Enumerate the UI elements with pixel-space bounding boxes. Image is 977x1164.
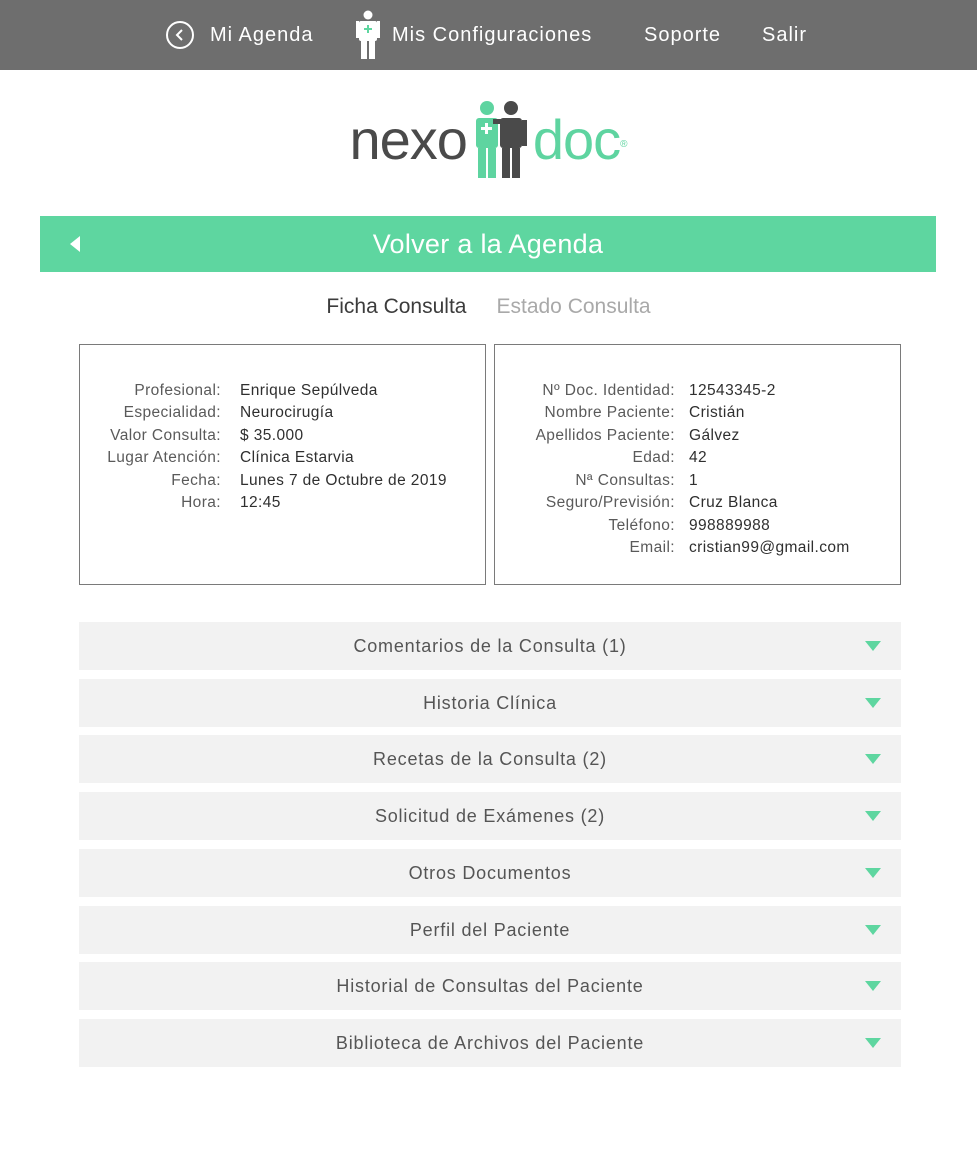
caret-down-icon	[865, 698, 881, 708]
info-label: Nª Consultas:	[575, 472, 675, 489]
caret-down-icon	[865, 811, 881, 821]
info-row	[495, 492, 900, 514]
info-row	[80, 380, 485, 402]
section-label: Comentarios de la Consulta (1)	[353, 635, 627, 656]
nav-salir[interactable]	[762, 0, 807, 70]
info-label: Profesional:	[134, 382, 221, 399]
consulta-tabs	[0, 295, 977, 325]
logo-people-icon	[471, 100, 529, 180]
section-recetas-consulta[interactable]	[79, 735, 901, 783]
section-label: Solicitud de Exámenes (2)	[374, 805, 606, 826]
section-perfil-paciente[interactable]	[79, 906, 901, 954]
consulta-info-card	[79, 344, 486, 585]
section-label: Perfil del Paciente	[409, 919, 571, 940]
paciente-info-card	[494, 344, 901, 585]
info-label: Fecha:	[171, 472, 221, 489]
info-row	[495, 470, 900, 492]
info-label: Lugar Atención:	[107, 449, 221, 466]
info-row	[80, 470, 485, 492]
back-circle-icon	[166, 21, 194, 49]
section-label: Historia Clínica	[423, 692, 557, 713]
caret-down-icon	[865, 925, 881, 935]
info-label: Hora:	[181, 494, 221, 511]
info-value: 12543345-2	[689, 382, 776, 399]
info-value: Cruz Blanca	[689, 494, 778, 511]
info-value: 12:45	[240, 494, 281, 511]
nav-soporte[interactable]	[644, 0, 721, 70]
info-value: $ 35.000	[240, 427, 304, 444]
info-row	[80, 492, 485, 514]
info-label: Edad:	[632, 449, 675, 466]
info-label: Especialidad:	[123, 404, 221, 421]
back-to-agenda-label: Volver a la Agenda	[372, 228, 604, 259]
logo-doc-text: doc	[532, 108, 621, 171]
caret-down-icon	[865, 754, 881, 764]
section-label: Otros Documentos	[408, 862, 572, 883]
doctor-icon	[356, 10, 380, 60]
info-row	[495, 447, 900, 469]
section-label: Biblioteca de Archivos del Paciente	[335, 1032, 645, 1053]
section-solicitud-examenes[interactable]	[79, 792, 901, 840]
nav-salir-label: Salir	[762, 23, 808, 46]
info-row	[80, 402, 485, 424]
info-value: 1	[689, 472, 699, 489]
info-label: Seguro/Previsión:	[545, 494, 675, 511]
info-label: Valor Consulta:	[110, 427, 221, 444]
tab-estado-consulta[interactable]: Estado Consulta	[496, 295, 651, 318]
section-historia-clinica[interactable]	[79, 679, 901, 727]
section-comentarios-consulta[interactable]	[79, 622, 901, 670]
logo-registered-mark: ®	[620, 138, 628, 150]
info-label: Apellidos Paciente:	[535, 427, 675, 444]
info-row	[495, 425, 900, 447]
tab-ficha-consulta[interactable]: Ficha Consulta	[326, 295, 467, 318]
caret-down-icon	[865, 641, 881, 651]
info-label: Nombre Paciente:	[544, 404, 675, 421]
info-value: Neurocirugía	[240, 404, 334, 421]
caret-down-icon	[865, 981, 881, 991]
info-label: Teléfono:	[608, 517, 675, 534]
info-value: Enrique Sepúlveda	[240, 382, 378, 399]
back-arrow-icon	[70, 236, 80, 252]
info-row	[80, 425, 485, 447]
section-otros-documentos[interactable]	[79, 849, 901, 897]
section-biblioteca-archivos[interactable]	[79, 1019, 901, 1067]
nav-mi-agenda-label: Mi Agenda	[210, 23, 314, 46]
info-value: Gálvez	[689, 427, 740, 444]
caret-down-icon	[865, 1038, 881, 1048]
nav-mis-configuraciones-label: Mis Configuraciones	[392, 23, 593, 46]
info-row	[495, 380, 900, 402]
info-value: Clínica Estarvia	[240, 449, 355, 466]
info-row	[495, 402, 900, 424]
info-value: Lunes 7 de Octubre de 2019	[240, 472, 447, 489]
section-label: Recetas de la Consulta (2)	[373, 748, 607, 769]
info-value: 998889988	[689, 517, 771, 534]
info-value: 42	[689, 449, 708, 466]
back-to-agenda-button[interactable]	[40, 216, 936, 272]
info-label: Nº Doc. Identidad:	[542, 382, 675, 399]
top-nav-bar	[0, 0, 977, 70]
logo-nexo-text: nexo	[349, 108, 467, 171]
caret-down-icon	[865, 868, 881, 878]
nav-mi-agenda[interactable]	[166, 0, 314, 70]
nav-mis-configuraciones[interactable]	[356, 0, 592, 70]
nav-soporte-label: Soporte	[644, 23, 722, 46]
info-label: Email:	[629, 539, 675, 556]
section-label: Historial de Consultas del Paciente	[336, 975, 644, 996]
info-value: Cristián	[689, 404, 745, 421]
info-value: cristian99@gmail.com	[689, 539, 850, 556]
info-row	[495, 537, 900, 559]
section-historial-consultas[interactable]	[79, 962, 901, 1010]
nexodoc-logo	[0, 95, 977, 185]
info-row	[495, 515, 900, 537]
info-row	[80, 447, 485, 469]
